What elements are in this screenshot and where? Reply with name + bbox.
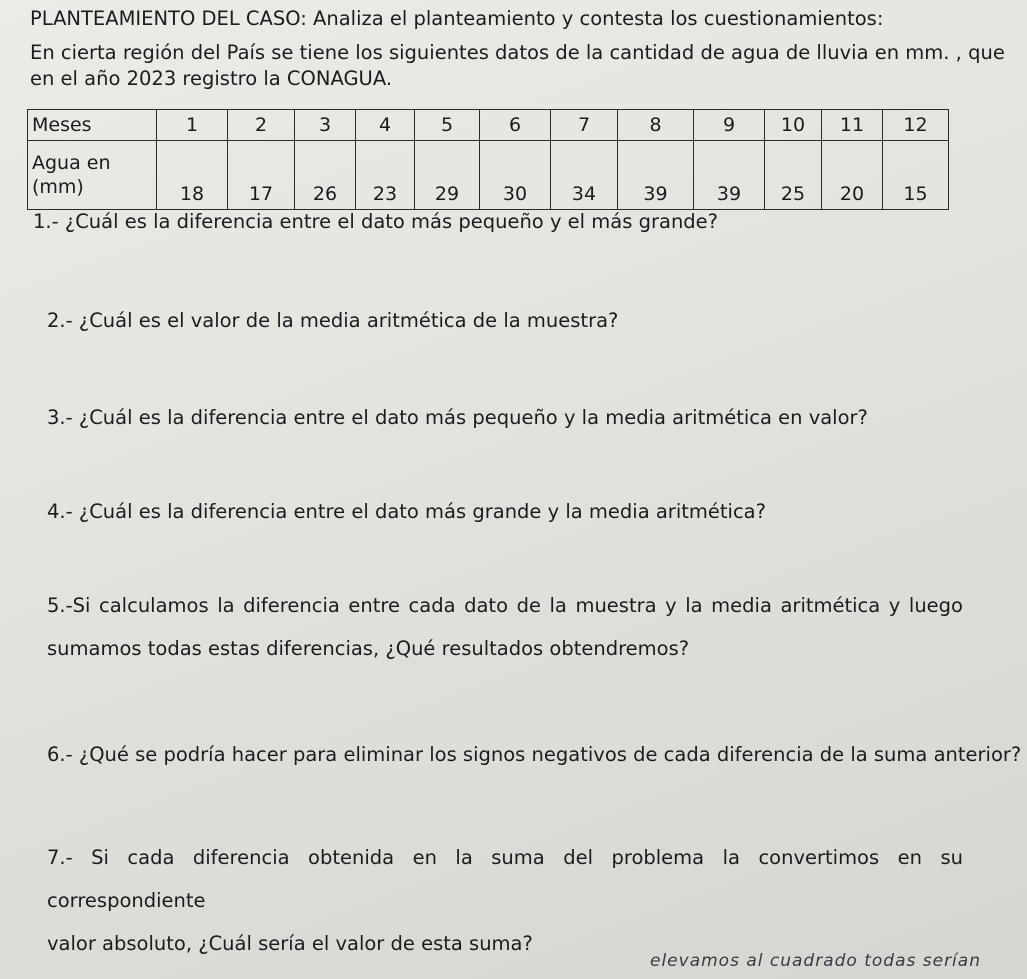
question-7-line: 7.- Si cada diferencia obtenida en la suma del problema la convertimos en su correspondiente [47, 846, 963, 912]
table-cell-month: 2 [228, 110, 295, 141]
table-cell-rainfall: 20 [822, 141, 883, 210]
table-cell-month: 11 [822, 110, 883, 141]
table-cell-rainfall: 15 [883, 141, 949, 210]
question-7-line: valor absoluto, ¿Cuál sería el valor de esta suma? [47, 932, 533, 955]
table-header-rainfall [28, 141, 157, 210]
table-cell-rainfall: 39 [618, 141, 694, 210]
case-title: PLANTEAMIENTO DEL CASO: Analiza el planteamiento y contesta los cuestionamientos: [30, 7, 884, 30]
table-cell-month: 10 [765, 110, 822, 141]
table-cell-rainfall: 29 [415, 141, 480, 210]
table-cell-month: 1 [157, 110, 228, 141]
rainfall-label-line: (mm) [32, 176, 84, 198]
table-cell-rainfall: 23 [356, 141, 415, 210]
case-text-line: En cierta región del País se tiene los siguientes datos de la cantidad de agua de lluvia en mm. , que [30, 41, 1005, 64]
question-5 [47, 584, 963, 670]
table-cell-month: 5 [415, 110, 480, 141]
table-cell-rainfall: 25 [765, 141, 822, 210]
question-2: 2.- ¿Cuál es el valor de la media aritmética de la muestra? [47, 309, 619, 332]
table-cell-month: 8 [618, 110, 694, 141]
table-cell-rainfall: 17 [228, 141, 295, 210]
table-cell-rainfall: 30 [480, 141, 551, 210]
table-row-rainfall [28, 141, 949, 210]
case-statement [30, 6, 1005, 92]
table-cell-rainfall: 34 [551, 141, 618, 210]
table-row-months [28, 110, 949, 141]
question-7 [47, 836, 963, 965]
question-1: 1.- ¿Cuál es la diferencia entre el dato más pequeño y el más grande? [33, 210, 719, 233]
table-cell-rainfall: 39 [694, 141, 765, 210]
rainfall-label-line: Agua en [32, 152, 111, 174]
question-5-line: sumamos todas estas diferencias, ¿Qué resultados obtendremos? [47, 637, 690, 660]
table-cell-month: 9 [694, 110, 765, 141]
handwritten-note: elevamos al cuadrado todas serían [650, 951, 981, 971]
question-5-line: 5.-Si calculamos la diferencia entre cada dato de la muestra y la media aritmética y luego [47, 594, 963, 617]
question-3: 3.- ¿Cuál es la diferencia entre el dato más pequeño y la media aritmética en valor? [47, 406, 868, 429]
case-text-line: en el año 2023 registro la CONAGUA. [30, 67, 393, 90]
table-header-months: Meses [28, 110, 157, 141]
table-cell-month: 4 [356, 110, 415, 141]
table-cell-rainfall: 18 [157, 141, 228, 210]
question-4: 4.- ¿Cuál es la diferencia entre el dato más grande y la media aritmética? [47, 500, 766, 523]
question-6: 6.- ¿Qué se podría hacer para eliminar los signos negativos de cada diferencia de la suma anterior? [47, 743, 1022, 766]
table-cell-rainfall: 26 [295, 141, 356, 210]
table-cell-month: 12 [883, 110, 949, 141]
table-cell-month: 3 [295, 110, 356, 141]
table-cell-month: 6 [480, 110, 551, 141]
table-cell-month: 7 [551, 110, 618, 141]
rainfall-table [27, 109, 949, 210]
